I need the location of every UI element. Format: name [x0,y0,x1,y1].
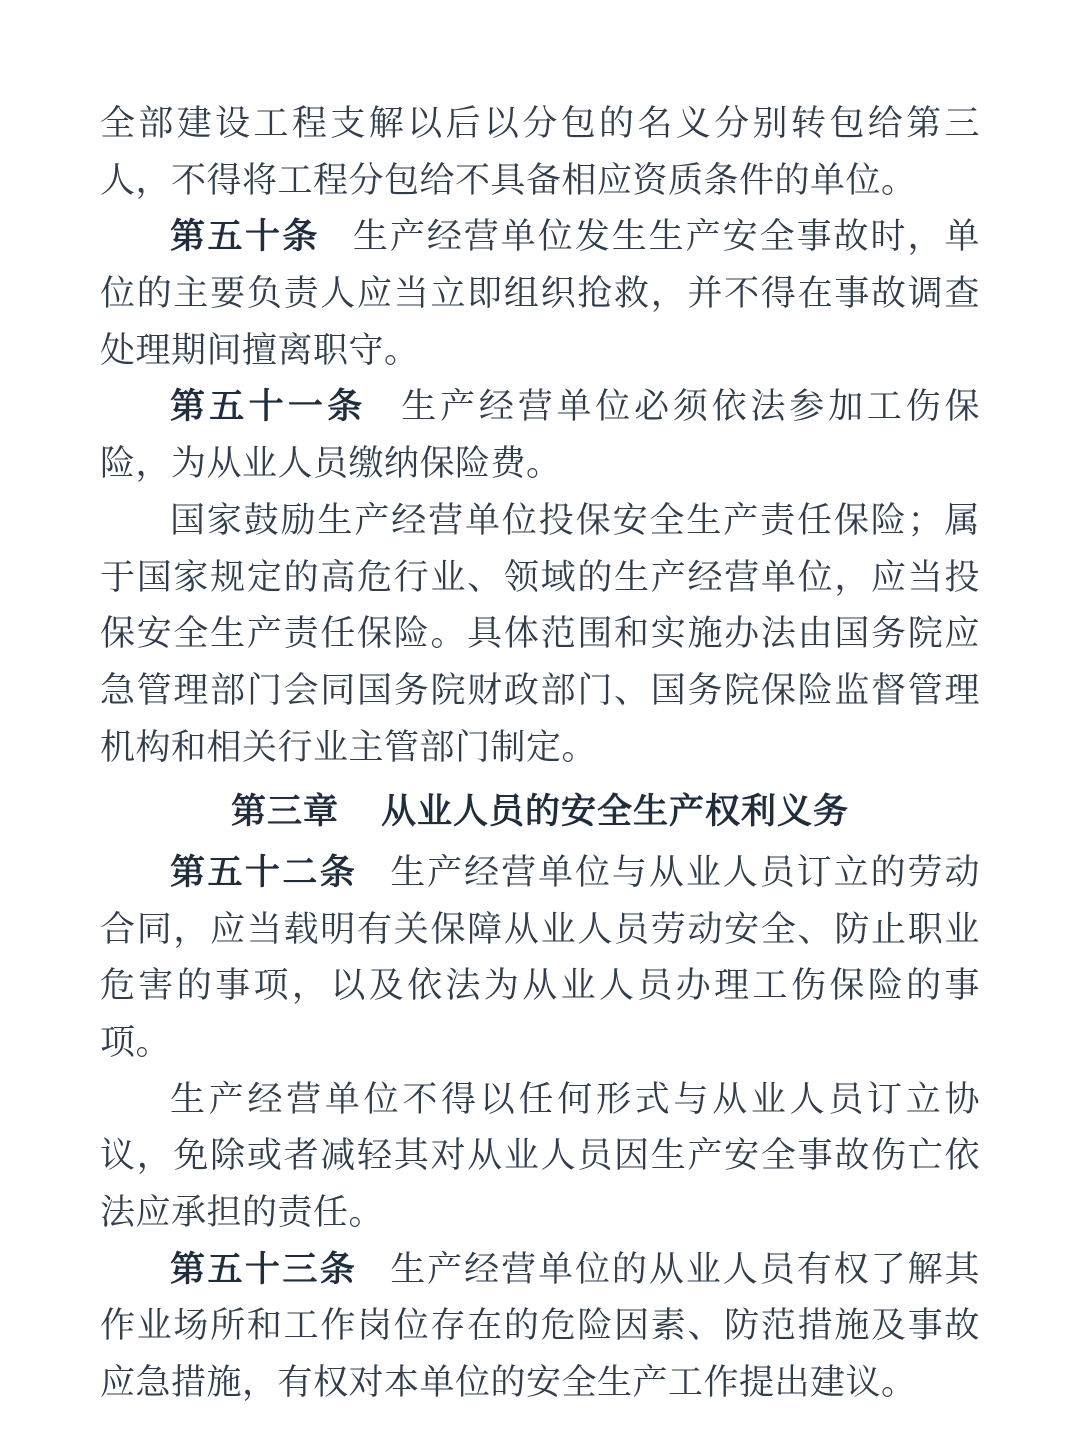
article-number: 第五十一条 [170,386,367,428]
chapter-number: 第三章 [230,791,339,833]
article-number: 第五十三条 [170,1248,358,1290]
article-50 [100,209,980,379]
article-number: 第五十二条 [170,851,358,893]
article-text: 生产经营单位必须依法参加工伤保险，为从业人员缴纳保险费。 [100,387,980,485]
document-body [100,96,980,1412]
paragraph [100,493,980,776]
paragraph-text: 生产经营单位不得以任何形式与从业人员订立协议，免除或者减轻其对从业人员因生产安全事故伤亡依法应承担的责任。 [100,1079,980,1234]
chapter-heading [100,784,980,841]
chapter-title: 从业人员的安全生产权利义务 [381,791,850,833]
article-text: 生产经营单位与从业人员订立的劳动合同，应当载明有关保障从业人员劳动安全、防止职业危害的事项，以及依法为从业人员办理工伤保险的事项。 [100,852,980,1063]
article-text: 生产经营单位发生生产安全事故时，单位的主要负责人应当立即组织抢救，并不得在事故调查处理期间擅离职守。 [100,217,980,371]
paragraph [100,96,980,209]
article-52 [100,845,980,1072]
article-number: 第五十条 [170,216,320,258]
paragraph-text: 国家鼓励生产经营单位投保安全生产责任保险；属于国家规定的高危行业、领域的生产经营单位，应当投保安全生产责任保险。具体范围和实施办法由国务院应急管理部门会同国务院财政部门、国务院保险监督管理机构和相关行业主管部门制定。 [100,500,980,768]
paragraph [100,1072,980,1242]
article-text: 生产经营单位的从业人员有权了解其作业场所和工作岗位存在的危险因素、防范措施及事故应急措施，有权对本单位的安全生产工作提出建议。 [100,1249,980,1404]
article-53 [100,1242,980,1412]
paragraph-text: 全部建设工程支解以后以分包的名义分别转包给第三人，不得将工程分包给不具备相应资质条件的单位。 [100,104,980,201]
article-51 [100,379,980,492]
